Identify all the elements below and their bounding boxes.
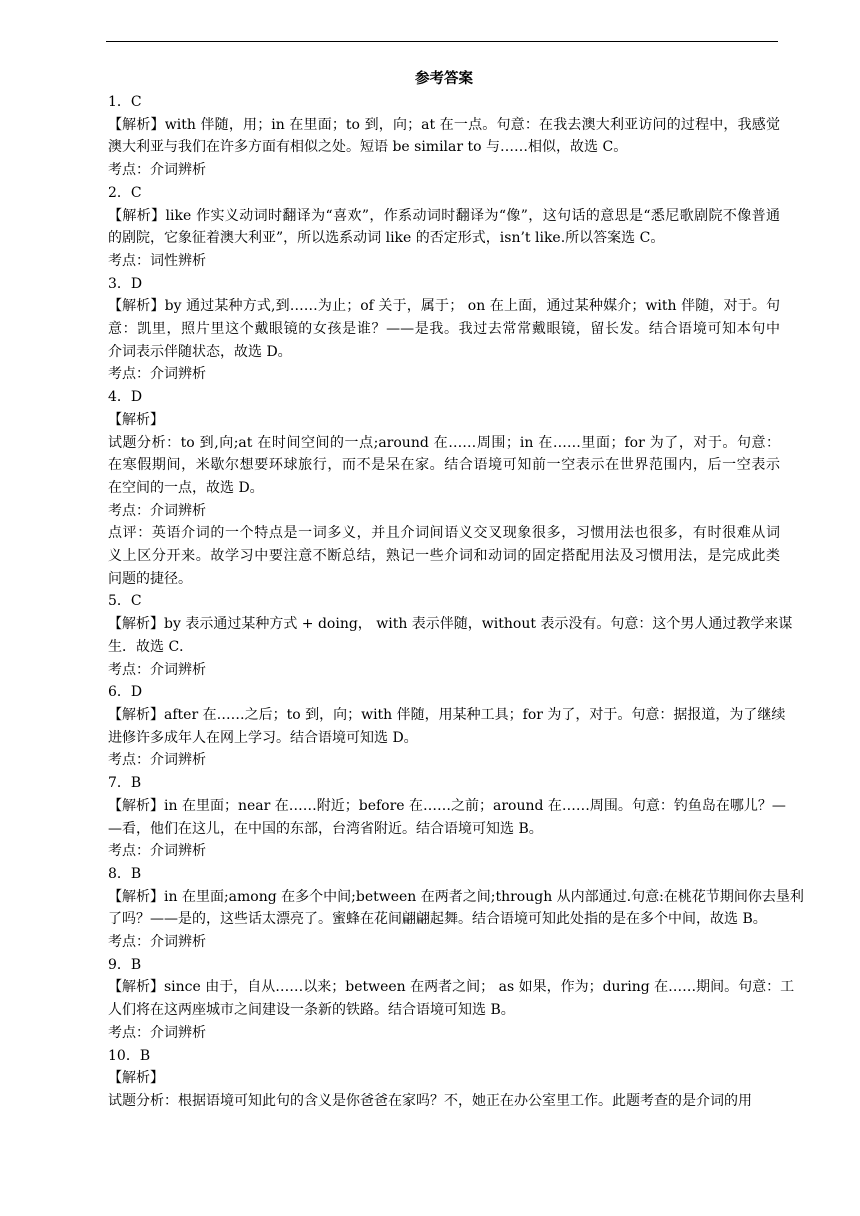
- header-rule: [106, 41, 778, 42]
- answer-item: [108, 863, 804, 954]
- answer-number: 5．C: [108, 593, 142, 610]
- explanation-line: 【解析】: [108, 1070, 164, 1087]
- topic-line: 考点：介词辨析: [108, 843, 206, 860]
- answer-item: [108, 273, 780, 387]
- comment-line: 点评：英语介词的一个特点是一词多义，并且介词间语义交叉现象很多，习惯用法也很多，有时很难从词: [108, 525, 780, 542]
- explanation-line: 的剧院，它象征着澳大利亚”，所以选系动词 like 的否定形式，isn’t like.所以答案选 C。: [108, 230, 665, 247]
- topic-line: 考点：介词辨析: [108, 502, 206, 519]
- answer-item: [108, 1045, 780, 1113]
- explanation-line: 【解析】with 伴随，用；in 在里面；to 到，向；at 在一点。句意：在我去澳大利亚访问的过程中，我感觉: [108, 116, 780, 133]
- topic-line: 考点：词性辨析: [108, 252, 206, 269]
- explanation-line: 在寒假期间，米歇尔想要环球旅行，而不是呆在家。结合语境可知前一空表示在世界范围内，后一空表示: [108, 457, 780, 474]
- explanation-line: 【解析】in 在里面；near 在……附近；before 在……之前；around 在……周围。句意：钓鱼岛在哪儿？—: [108, 797, 786, 814]
- answer-document: [108, 68, 804, 1113]
- answer-item: [108, 681, 786, 772]
- answer-list: [108, 91, 804, 1113]
- explanation-line: 问题的捷径。: [108, 570, 192, 587]
- topic-line: 考点：介词辨析: [108, 1024, 206, 1041]
- answer-number: 1．C: [108, 94, 142, 110]
- explanation-line: 澳大利亚与我们在许多方面有相似之处。短语 be similar to 与……相似，故选 C。: [108, 139, 628, 156]
- explanation-line: 【解析】by 通过某种方式,到……为止；of 关于，属于； on 在上面，通过某种媒介；with 伴随，对于。句: [108, 298, 780, 315]
- answer-item: [108, 182, 780, 273]
- answer-number: 6．D: [108, 684, 143, 701]
- explanation-line: 在空间的一点，故选 D。: [108, 479, 264, 496]
- answer-number: 7．B: [108, 775, 142, 792]
- explanation-line: —看，他们在这儿，在中国的东部，台湾省附近。结合语境可知选 B。: [108, 820, 543, 837]
- explanation-line: 试题分析：根据语境可知此句的含义是你爸爸在家吗？不，她正在办公室里工作。此题考查的是介词的用: [108, 1092, 752, 1109]
- explanation-line: 进修许多成年人在网上学习。结合语境可知选 D。: [108, 729, 418, 746]
- explanation-line: 人们将在这两座城市之间建设一条新的铁路。结合语境可知选 B。: [108, 1002, 515, 1019]
- topic-line: 考点：介词辨析: [108, 934, 206, 951]
- answer-item: [108, 386, 780, 590]
- answer-number: 10．B: [108, 1047, 151, 1064]
- answer-number: 2．C: [108, 184, 142, 201]
- answer-item: [108, 590, 793, 681]
- explanation-line: 试题分析：to 到,向;at 在时间空间的一点;around 在……周围；in 在……里面；for 为了，对于。句意：: [108, 434, 780, 451]
- answer-number: 4．D: [108, 389, 143, 406]
- answer-number: 8．B: [108, 865, 142, 882]
- topic-line: 考点：介词辨析: [108, 162, 206, 179]
- explanation-line: 介词表示伴随状态，故选 D。: [108, 343, 292, 360]
- explanation-line: 了吗？——是的，这些话太漂亮了。蜜蜂在花间翩翩起舞。结合语境可知此处指的是在多个中间，故选 B。: [108, 911, 767, 928]
- explanation-line: 【解析】after 在……之后；to 到，向；with 伴随，用某种工具；for 为了，对于。句意：据报道，为了继续: [108, 706, 786, 723]
- explanation-line: 【解析】since 由于，自从……以来；between 在两者之间； as 如果，作为；during 在……期间。句意：工: [108, 979, 795, 996]
- answer-item: [108, 954, 795, 1045]
- answer-number: 3．D: [108, 275, 143, 292]
- explanation-line: 义上区分开来。故学习中要注意不断总结，熟记一些介词和动词的固定搭配用法及习惯用法，是完成此类: [108, 548, 780, 565]
- explanation-line: 【解析】in 在里面;among 在多个中间;between 在两者之间;through 从内部通过.句意:在桃花节期间你去垦利: [108, 888, 804, 905]
- topic-line: 考点：介词辨析: [108, 366, 206, 383]
- explanation-line: 【解析】like 作实义动词时翻译为“喜欢”，作系动词时翻译为“像”，这句话的意思是“悉尼歌剧院不像普通: [108, 207, 780, 224]
- explanation-line: 生．故选 C．: [108, 638, 194, 655]
- answer-number: 9．B: [108, 956, 142, 973]
- answer-item: [108, 91, 780, 182]
- explanation-line: 【解析】: [108, 411, 164, 428]
- topic-line: 考点：介词辨析: [108, 752, 206, 769]
- topic-line: 考点：介词辨析: [108, 661, 206, 678]
- answer-item: [108, 772, 786, 863]
- explanation-line: 【解析】by 表示通过某种方式 + doing， with 表示伴随，without 表示没有。句意：这个男人通过教学来谋: [108, 616, 793, 633]
- page-title: 参考答案: [415, 70, 473, 87]
- explanation-line: 意：凯里，照片里这个戴眼镜的女孩是谁？——是我。我过去常常戴眼镜，留长发。结合语境可知本句中: [108, 321, 780, 338]
